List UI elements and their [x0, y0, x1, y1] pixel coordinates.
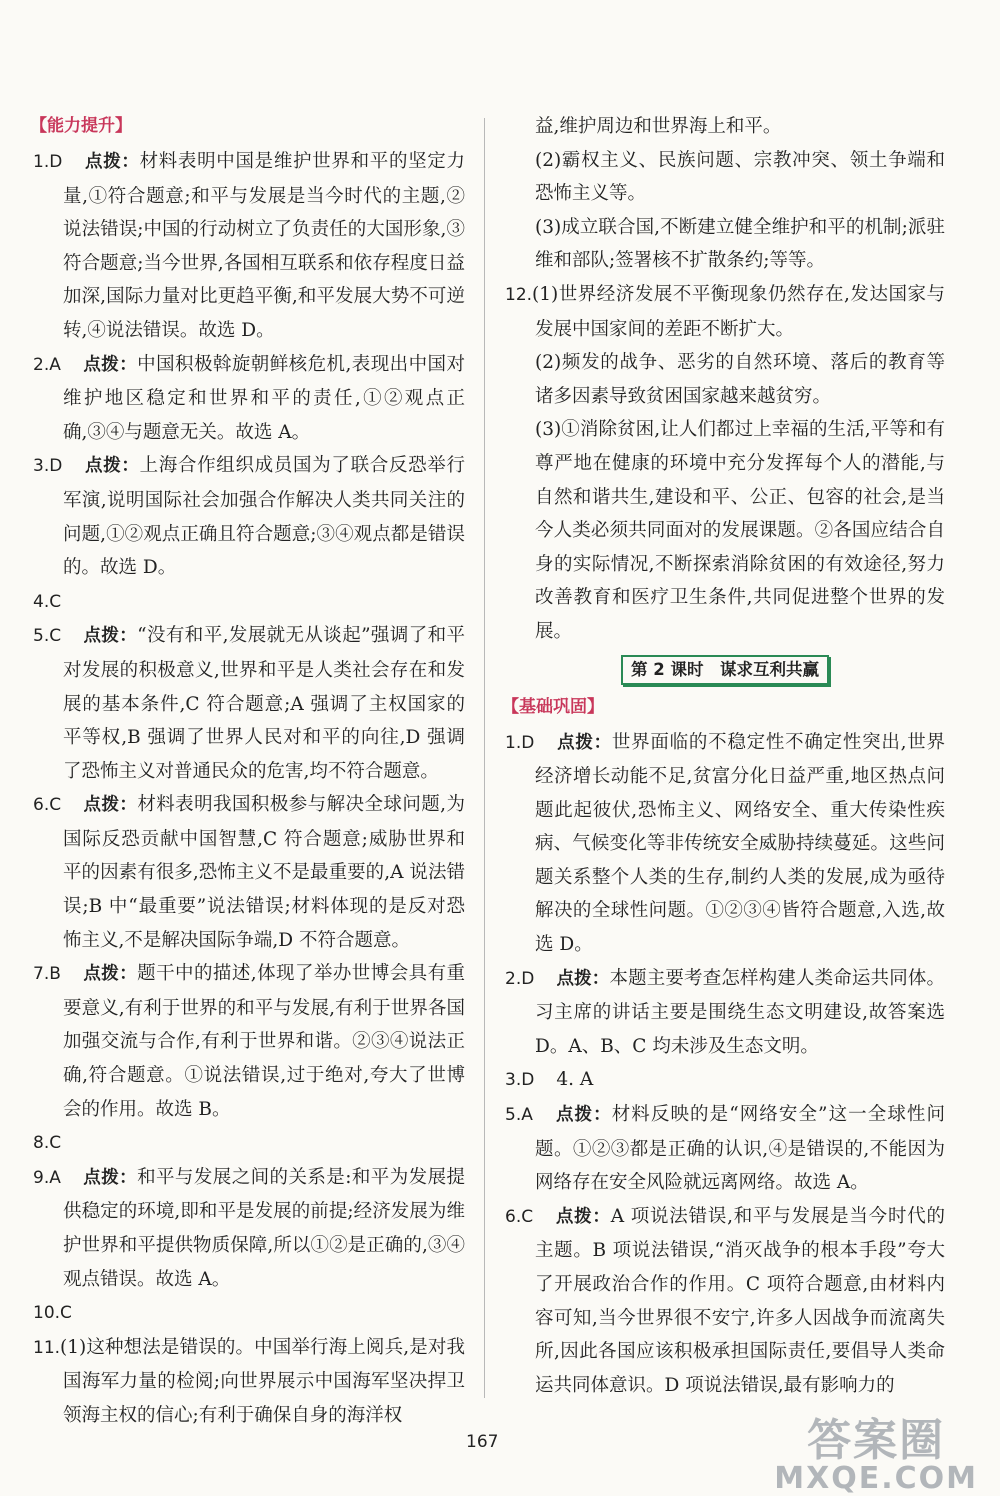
answer-number: 6. — [33, 795, 50, 816]
answer-item — [505, 726, 945, 962]
answer-item — [33, 1331, 465, 1433]
answer-item — [505, 1063, 945, 1098]
answer-number: 2. — [33, 354, 50, 375]
watermark-line2: MXQE.COM — [774, 1461, 978, 1496]
answer-item — [33, 1126, 465, 1161]
answer-text: 题干中的描述,体现了举办世博会具有重要意义,有利于世界的和平与发展,有利于世界各国加强交流与合作,有利于世界和谐。②③④说法正确,符合题意。①说法错误,过于绝对,夸大了世博会的作用。故选 B。 — [63, 963, 466, 1120]
hint-label: 点拨： — [83, 626, 138, 647]
answer-text: 材料反映的是“网络安全”这一全球性问题。①②③都是正确的认识,④是错误的,不能因为网络存在安全风险就远离网络。故选 A。 — [535, 1104, 945, 1194]
right-column — [502, 110, 946, 1402]
answer-text: 材料表明我国积极参与解决全球问题,为国际反恐贡献中国智慧,C 符合题意;威胁世界和平的因素有很多,恐怖主义不是最重要的,A 说法错误;B 中“最重要”说法错误;材料体现的是反对恐怖主义,不是解决国际争端,D 不符合题意。 — [63, 794, 465, 951]
answer-item — [505, 962, 945, 1064]
answer-choice: B — [49, 964, 61, 985]
answer-text: 4. A — [556, 1069, 594, 1091]
answer-item — [33, 145, 465, 348]
answer-text: 上海合作组织成员国为了联合反恐举行军演,说明国际社会加强合作解决人类共同关注的问题,①②观点正确且符合题意;③④观点都是错误的。故选 D。 — [63, 455, 465, 579]
answer-choice: C — [49, 591, 62, 612]
answer-number: 1. — [33, 152, 50, 172]
answer-number: 11. — [33, 1337, 61, 1358]
right-answer-list — [505, 726, 945, 1403]
hint-label: 点拨： — [556, 968, 610, 989]
answer-item — [33, 585, 465, 620]
section-title-ability: 【能力提升】 — [30, 116, 132, 136]
answer-choice: D — [521, 1070, 535, 1091]
hint-label: 点拨： — [556, 732, 612, 753]
answer-item — [33, 788, 465, 957]
answer-number: 10. — [33, 1303, 61, 1324]
q11-part-3: (3)成立联合国,不断建立健全维护和平的机制;派驻维和部队;签署核不扩散条约;等等。 — [535, 216, 945, 272]
answer-text: “没有和平,发展就无从谈起”强调了和平对发展的积极意义,世界和平是人类社会存在和发展的基本条件,C 符合题意;A 强调了主权国家的平等权,B 强调了世界人民对和平的向往,D 强调了恐怖主义对普通民众的危害,均不符合题意。 — [63, 625, 465, 782]
answer-text: (1)这种想法是错误的。中国举行海上阅兵,是对我国海军力量的检阅;向世界展示中国海军坚决捍卫领海主权的信心;有利于确保自身的海洋权 — [60, 1336, 465, 1426]
hint-label: 点拨： — [82, 354, 138, 375]
section-title-basic: 【基础巩固】 — [502, 696, 604, 717]
answer-number: 8. — [33, 1133, 50, 1154]
answer-choice: C — [521, 1206, 534, 1227]
answer-text: 世界面临的不稳定性不确定性突出,世界经济增长动能不足,贫富分化日益严重,地区热点问题此起彼伏,恐怖主义、网络安全、重大传染性疾病、气候变化等非传统安全威胁持续蔓延。这些问题关系整个人类的生存,制约人类的发展,成为亟待解决的全球性问题。①②③④皆符合题意,入选,故选 D。 — [535, 731, 946, 956]
answer-number: 4. — [33, 591, 50, 612]
q12-part-3: (3)①消除贫困,让人们都过上幸福的生活,平等和有尊严地在健康的环境中充分发挥每个人的潜能,与自然和谐共生,建设和平、公正、包容的社会,是当今人类必须共同面对的发展课题。②各国应结合自身的实际情况,不断探索消除贫困的有效途径,努力改善教育和医疗卫生条件,共同促进整个世界的发展。 — [535, 419, 945, 642]
left-answer-list — [33, 145, 465, 1433]
answer-number: 7. — [33, 964, 50, 985]
answer-choice: D — [49, 152, 63, 172]
answer-item — [505, 1098, 945, 1200]
page-number: 167 — [466, 1432, 499, 1452]
hint-label: 点拨： — [82, 964, 138, 985]
hint-label: 点拨： — [82, 1167, 138, 1188]
q12-part-1: 12.(1)世界经济发展不平衡现象仍然存在,发达国家与发展中国家间的差距不断扩大。 — [505, 283, 945, 340]
q11-part-2: (2)霸权主义、民族问题、宗教冲突、领土争端和恐怖主义等。 — [535, 149, 945, 205]
answer-item — [505, 1200, 945, 1403]
answer-item — [33, 1296, 465, 1331]
answer-item — [33, 1161, 465, 1296]
answer-choice: C — [49, 795, 62, 816]
answer-item — [33, 449, 465, 584]
answer-number: 9. — [33, 1167, 50, 1188]
watermark-line1: 答案圈 — [807, 1415, 946, 1466]
answer-choice: A — [49, 1167, 61, 1188]
answer-choice: D — [521, 968, 535, 989]
column-divider — [484, 118, 485, 1398]
hint-label: 点拨： — [83, 795, 138, 816]
answer-text: 本题主要考查怎样构建人类命运共同体。习主席的讲话主要是围绕生态文明建设,故答案选 D。A、B、C 均未涉及生态文明。 — [535, 967, 945, 1057]
q11-continuation: 益,维护周边和世界海上和平。 — [535, 116, 782, 137]
answer-choice: C — [60, 1303, 72, 1324]
answer-choice: A — [521, 1105, 533, 1126]
answer-choice: D — [521, 732, 535, 753]
answer-number: 5. — [33, 626, 50, 647]
answer-choice: C — [49, 1133, 62, 1154]
answer-item — [33, 619, 465, 788]
answer-number: 5. — [505, 1105, 522, 1126]
answer-number: 2. — [505, 968, 522, 989]
answer-number: 6. — [505, 1206, 522, 1227]
answer-item — [33, 957, 465, 1126]
hint-label: 点拨： — [555, 1206, 611, 1227]
left-column — [30, 110, 466, 1433]
answer-choice: C — [49, 626, 62, 647]
answer-item — [33, 348, 465, 450]
answer-text: 材料表明中国是维护世界和平的坚定力量,①符合题意;和平与发展是当今时代的主题,②说法错误;中国的行动树立了负责任的大国形象,③符合题意;当今世界,各国相互联系和依存程度日益加深,国际力量对比更趋平衡,和平发展大势不可逆转,④说法错误。故选 D。 — [63, 151, 465, 341]
answer-number: 3. — [33, 456, 50, 477]
hint-label: 点拨： — [554, 1105, 612, 1126]
answer-number: 3. — [505, 1070, 522, 1091]
answer-number: 1. — [505, 732, 522, 753]
lesson-heading — [505, 653, 945, 689]
watermark-logo — [774, 1415, 978, 1496]
answer-choice: D — [49, 456, 63, 477]
q12-part-2: (2)频发的战争、恶劣的自然环境、落后的教育等诸多因素导致贫困国家越来越贫穷。 — [535, 352, 945, 407]
hint-label: 点拨： — [84, 456, 140, 477]
lesson-title: 第 2 课时 谋求互利共赢 — [621, 655, 829, 685]
answer-text: A 项说法错误,和平与发展是当今时代的主题。B 项说法错误,“消灭战争的根本手段”夸大了开展政治合作的作用。C 项符合题意,由材料内容可知,当今世界很不安宁,许多人因战争而流离失所,因此各国应该积极承担国际责任,要倡导人类命运共同体意识。D 项说法错误,最有影响力的 — [535, 1205, 946, 1396]
answer-text: 和平与发展之间的关系是:和平为发展提供稳定的环境,即和平是发展的前提;经济发展为维护世界和平提供物质保障,所以①②是正确的,③④观点错误。故选 A。 — [63, 1166, 465, 1290]
hint-label: 点拨： — [84, 152, 140, 172]
answer-choice: A — [49, 354, 61, 375]
answer-text: 中国积极斡旋朝鲜核危机,表现出中国对维护地区稳定和世界和平的责任,①②观点正确,③④与题意无关。故选 A。 — [63, 353, 465, 443]
